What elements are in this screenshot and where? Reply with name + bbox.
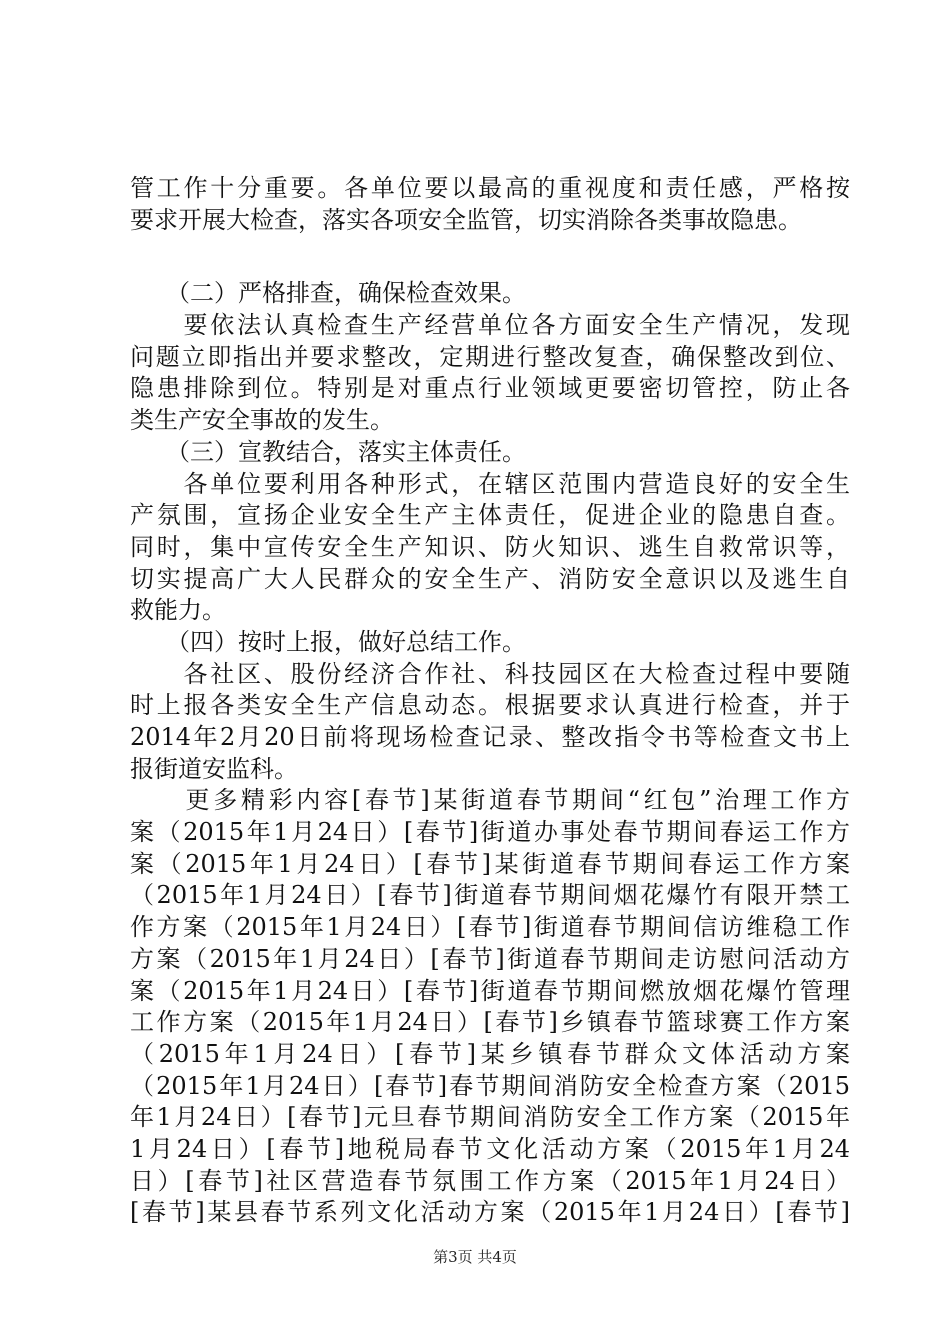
text-line: 方案（2015年1月24日）[春节]街道春节期间走访慰问活动方 xyxy=(130,944,850,973)
text-line: 作方案（2015年1月24日）[春节]街道春节期间信访维稳工作 xyxy=(130,913,850,942)
text-line: 时上报各类安全生产信息动态。根据要求认真进行检查，并于 xyxy=(130,691,850,720)
text-line: 2014年2月20日前将现场检查记录、整改指令书等检查文书上 xyxy=(130,723,850,751)
section-heading: （三）宣教结合，落实主体责任。 xyxy=(130,437,526,466)
text-line: 管工作十分重要。各单位要以最高的重视度和责任感，严格按 xyxy=(130,174,850,202)
text-line: 1月24日）[春节]地税局春节文化活动方案（2015年1月24 xyxy=(130,1134,850,1163)
text-line: 案（2015年1月24日）[春节]街道办事处春节期间春运工作方 xyxy=(130,818,850,847)
document-body xyxy=(130,173,850,1229)
text-line: 救能力。 xyxy=(130,596,226,625)
text-line: 各单位要利用各种形式，在辖区范围内营造良好的安全生 xyxy=(130,469,850,498)
text-line: 年1月24日）[春节]元旦春节期间消防安全工作方案（2015年 xyxy=(130,1103,850,1132)
page-indicator: 第3页 共4页 xyxy=(433,1248,517,1266)
text-line: （2015年1月24日）[春节]春节期间消防安全检查方案（2015 xyxy=(130,1071,850,1100)
paragraph-continuation xyxy=(130,173,850,236)
text-line: 更多精彩内容[春节]某街道春节期间“红包”治理工作方 xyxy=(130,786,850,815)
page-footer xyxy=(0,1246,950,1267)
text-line: 类生产安全事故的发生。 xyxy=(130,406,394,435)
text-line: 隐患排除到位。特别是对重点行业领域更要密切管控，防止各 xyxy=(130,374,850,403)
text-line: 切实提高广大人民群众的安全生产、消防安全意识以及逃生自 xyxy=(130,564,850,593)
text-line: 要依法认真检查生产经营单位各方面安全生产情况，发现 xyxy=(130,311,850,340)
text-line: 同时，集中宣传安全生产知识、防火知识、逃生自救常识等， xyxy=(130,532,850,561)
text-line: 案（2015年1月24日）[春节]某街道春节期间春运工作方案 xyxy=(130,849,850,878)
text-line: [春节]某县春节系列文化活动方案（2015年1月24日）[春节] xyxy=(130,1198,850,1227)
text-line: 产氛围，宣扬企业安全生产主体责任，促进企业的隐患自查。 xyxy=(130,501,850,530)
text-line: 各社区、股份经济合作社、科技园区在大检查过程中要随 xyxy=(130,659,850,688)
section-heading: （四）按时上报，做好总结工作。 xyxy=(130,627,526,656)
paragraph-gap xyxy=(130,236,850,278)
text-line: 案（2015年1月24日）[春节]街道春节期间燃放烟花爆竹管理 xyxy=(130,976,850,1005)
text-line: 工作方案（2015年1月24日）[春节]乡镇春节篮球赛工作方案 xyxy=(130,1008,850,1037)
text-line: （2015年1月24日）[春节]街道春节期间烟花爆竹有限开禁工 xyxy=(130,881,850,910)
text-line: 要求开展大检查，落实各项安全监管，切实消除各类事故隐患。 xyxy=(130,205,802,234)
section-heading: （二）严格排查，确保检查效果。 xyxy=(130,279,526,308)
text-line: 日）[春节]社区营造春节氛围工作方案（2015年1月24日） xyxy=(130,1166,850,1195)
text-line: （2015年1月24日）[春节]某乡镇春节群众文体活动方案 xyxy=(130,1039,850,1068)
text-line: 问题立即指出并要求整改，定期进行整改复查，确保整改到位、 xyxy=(130,342,850,371)
document-main-text xyxy=(130,278,850,1229)
text-line: 报街道安监科。 xyxy=(130,754,298,783)
